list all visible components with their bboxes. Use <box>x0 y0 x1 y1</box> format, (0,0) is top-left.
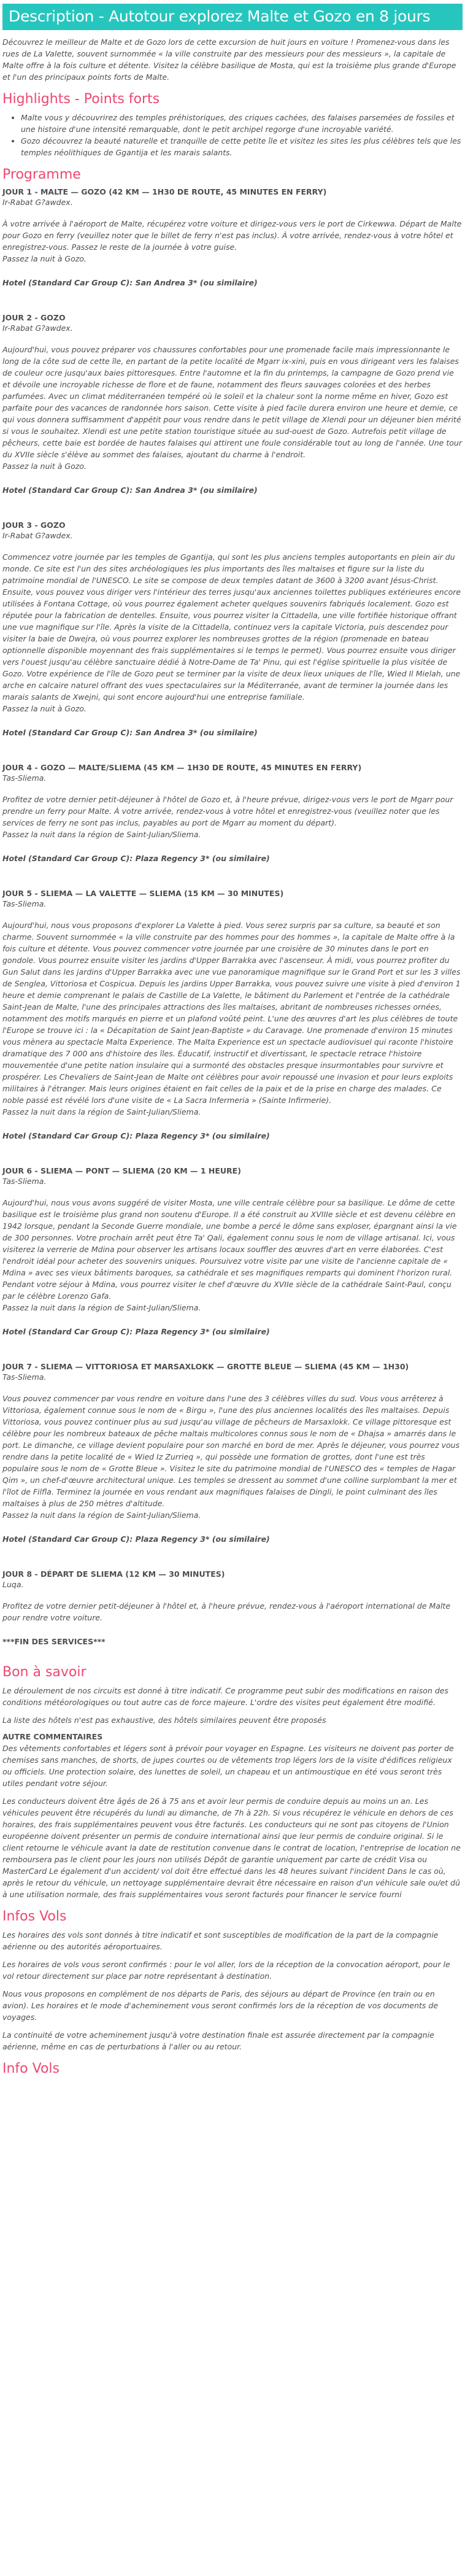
day-hotel: Hotel (Standard Car Group C): Plaza Regency 3* (ou similaire) <box>2 1327 270 1336</box>
programme-days <box>2 187 463 1623</box>
programme-day <box>2 187 463 287</box>
highlights-list <box>2 112 463 158</box>
day-route: Ir-Rabat G?awdex. <box>2 531 73 540</box>
bon-a-savoir-text: La liste des hôtels n'est pas exhaustive, des hôtels similaires peuvent être proposés <box>2 1715 326 1725</box>
autres-commentaires-heading: AUTRE COMMENTAIRES <box>2 1732 103 1741</box>
commentaire-text: Les conducteurs doivent être âgés de 26 à 75 ans et avoir leur permis de conduire depuis au moins un an. Les véhicules peuvent être récupérés du lundi au dimanche, de 7h à 22h. Si vous récupérez le véhicule en dehors de ces horaires, des frais supplémentaires peuvent vous être facturés. Les conducteurs qui ne sont pas citoyens de l'Union européenne doivent présenter un permis de conduire international ainsi que leur permis de conduire original. Si le client retourne le véhicule avant la date de restitution convenue dans le contrat de location, l'entreprise de location ne remboursera pas le client pour les jours non utilisés Dépôt de garantie uniquement par carte de crédit Visa ou MasterCard Le également d'un accident/ vol doit être effectué dans les 48 heures suivant l'incident Dans le cas où, après le retour du véhicule, un nettoyage supplémentaire devrait être nécessaire en raison d'un véhicule sale ou/et dû à une utilisation normale, des frais supplémentaires vous seront facturés pour financer le service fourni <box>2 1797 461 1899</box>
day-description: Aujourd'hui, nous vous avons suggéré de visiter Mosta, une ville centrale célèbre pour sa basilique. Le dôme de cette basilique est le troisième plus grand non soutenu d'Europe. Il a été construit au XVIIIe siècle et est devenu célèbre en 1942 lorsque, pendant la Seconde Guerre mondiale, une bombe a percé le dôme sans exploser, épargnant ainsi la vie de 300 personnes. Votre prochain arrêt peut être Ta' Qali, également connu sous le nom de village artisanal. Ici, vous visiterez la verrerie de Mdina pour observer les artisans locaux souffler des œuvres d'art en verre élaborées. C'est l'endroit idéal pour acheter des souvenirs uniques. Poursuivez votre visite par une visite de l'ancienne capitale de « Mdina » avec ses vieux bâtiments baroques, sa cathédrale et ses magnifiques remparts qui dominent l'horizon rural. Pendant votre séjour à Mdina, vous pourrez visiter le chef d'œuvre du XVIIe siècle de la cathédrale Saint-Paul, conçu par le célèbre Lorenzo Gafa. Passez la nuit dans la région de Saint-Julian/Sliema. <box>2 1198 457 1312</box>
programme-day <box>2 763 463 863</box>
day-route: Tas-Sliema. <box>2 1177 47 1186</box>
day-title: JOUR 5 - SLIEMA — LA VALETTE — SLIEMA (15 KM — 30 MINUTES) <box>2 889 284 898</box>
day-hotel: Hotel (Standard Car Group C): San Andrea 3* (ou similaire) <box>2 728 258 737</box>
programme-day <box>2 889 463 1140</box>
day-description: À votre arrivée à l'aéroport de Malte, récupérez votre voiture et dirigez-vous vers le port de Cirkewwa. Départ de Malte pour Gozo en ferry (veuillez noter que le billet de ferry n'est pas inclus). À votre arrivée, rendez-vous à votre hôtel et enregistrez-vous. Passez le reste de la journée à votre guise. Passez la nuit à Gozo. <box>2 219 462 263</box>
highlight-item: • Gozo découvrez la beauté naturelle et tranquille de cette petite île et visitez les sites les plus célèbres tels que les temples néolithiques de Ggantija et les marais salants. <box>21 135 463 158</box>
info-vols-heading: Info Vols <box>2 2061 60 2076</box>
infos-vols-text: Les horaires de vols vous seront confirmés : pour le vol aller, lors de la réception de la convocation aéroport, pour le vol retour directement sur place par notre représentant à destination. <box>2 1960 450 1981</box>
day-hotel: Hotel (Standard Car Group C): Plaza Regency 3* (ou similaire) <box>2 1534 270 1544</box>
programme-day <box>2 1166 463 1336</box>
day-route: Tas-Sliema. <box>2 899 47 908</box>
day-title: JOUR 2 - GOZO <box>2 313 66 322</box>
bon-a-savoir-text: Le déroulement de nos circuits est donné à titre indicatif. Ce programme peut subir des modifications en raison des conditions météorologiques ou tout autre cas de force majeure. L'ordre des visites peut également être modifié. <box>2 1686 448 1707</box>
programme-day <box>2 313 463 495</box>
day-description: Aujourd'hui, vous pouvez préparer vos chaussures confortables pour une promenade facile mais impressionnante le long de la côte sud de cette île, en partant de la petite localité de Mgarr ix-xini, puis en vous dirigeant vers les falaises de couleur ocre jusqu'aux baies pittoresques. Entre l'automne et la fin du printemps, la campagne de Gozo prend vie et dévoile une incroyable richesse de flore et de faune, notamment des fleurs sauvages colorées et des herbes parfumées. Avec un climat méditerranéen tempéré où le soleil et la chaleur sont la norme même en hiver, Gozo est parfaite pour des vacances de randonnée hors saison. Cette visite à pied facile durera environ une heure et demie, ce qui vous donnera suffisamment d'appétit pour vous rendre dans le petit village de Xlendi pour un déjeuner bien mérité si vous le souhaitez. Xlendi est une petite station touristique située au sud-ouest de Gozo. Autrefois petit village de pêcheurs, cette baie est bordée de hautes falaises qui attirent une foule considérable tout au long de l'année. Une tour du XVIIe siècle s'élève au sommet des falaises, ajoutant du charme à l'endroit. Passez la nuit à Gozo. <box>2 345 462 471</box>
programme-heading: Programme <box>2 167 81 182</box>
day-title: JOUR 7 - SLIEMA — VITTORIOSA ET MARSAXLOKK — GROTTE BLEUE — SLIEMA (45 KM — 1H30) <box>2 1362 409 1371</box>
programme-day <box>2 520 463 737</box>
day-hotel: Hotel (Standard Car Group C): San Andrea 3* (ou similaire) <box>2 485 258 495</box>
highlights-heading: Highlights - Points forts <box>2 91 160 107</box>
page-title-banner: Description - Autotour explorez Malte et Gozo en 8 jours <box>2 4 463 30</box>
intro-text: Découvrez le meilleur de Malte et de Gozo lors de cette excursion de huit jours en voiture ! Promenez-vous dans les rues de La Valette, souvent surnommée « la ville construite par des messieurs pour des messieurs », la capitale de Malte offre à la fois culture et détente. Visitez la célèbre basilique de Mosta, qui est la troisième plus grande d'Europe et l'un des principaux points forts de Malte. <box>2 37 456 82</box>
day-route: Ir-Rabat G?awdex. <box>2 198 73 207</box>
infos-vols-text: La continuité de votre acheminement jusqu'à votre destination finale est assurée directement par la compagnie aérienne, même en cas de perturbations à l'aller ou au retour. <box>2 2030 434 2051</box>
day-title: JOUR 4 - GOZO — MALTE/SLIEMA (45 KM — 1H30 DE ROUTE, 45 MINUTES EN FERRY) <box>2 763 362 772</box>
day-description: Vous pouvez commencer par vous rendre en voiture dans l'une des 3 célèbres villes du sud. Vous vous arrêterez à Vittoriosa, également connue sous le nom de « Birgu », l'une des plus anciennes localités des îles maltaises. Depuis Vittoriosa, vous pouvez continuer plus au sud jusqu'au village de pêcheurs de Marsaxlokk. Ce village pittoresque est célèbre pour les nombreux bateaux de pêche maltais multicolores connus sous le nom de « Dhajsa » amarrés dans le port. Le dimanche, ce village devient populaire pour son marché en bord de mer. Après le déjeuner, vous pourrez vous rendre dans la petite localité de « Wied Iz Zurrieq », qui possède une formation de grottes, dont l'une est très populaire sous le nom de « Grotte Bleue ». Visitez le site du patrimoine mondial de l'UNESCO des « temples de Hagar Qim », un chef-d'œuvre architectural unique. Les temples se dressent au sommet d'une colline surplombant la mer et l'îlot de Filfla. Terminez la journée en vous rendant aux magnifiques falaises de Dingli, le point culminant des îles maltaises à plus de 250 mètres d'altitude. Passez la nuit dans la région de Saint-Julian/Sliema. <box>2 1394 460 1520</box>
highlight-item: • Malte vous y découvrirez des temples préhistoriques, des criques cachées, des falaises parsemées de fossiles et une histoire d'une intensité remarquable, dont le petit archipel regorge d'une incroyable variété. <box>21 112 463 135</box>
end-of-services: ***FIN DES SERVICES*** <box>2 1637 106 1646</box>
day-title: JOUR 6 - SLIEMA — PONT — SLIEMA (20 KM — 1 HEURE) <box>2 1166 241 1175</box>
infos-vols-text: Nous vous proposons en complément de nos départs de Paris, des séjours au départ de Province (en train ou en avion). Les horaires et le mode d'acheminement vous seront confirmés lors de la réception de vos documents de voyages. <box>2 1989 439 2022</box>
page <box>0 4 465 2076</box>
day-route: Luqa. <box>2 1580 24 1589</box>
infos-vols-heading: Infos Vols <box>2 1909 67 1924</box>
day-hotel: Hotel (Standard Car Group C): San Andrea 3* (ou similaire) <box>2 278 258 287</box>
day-hotel: Hotel (Standard Car Group C): Plaza Regency 3* (ou similaire) <box>2 1131 270 1140</box>
commentaire-text: Des vêtements confortables et légers sont à prévoir pour voyager en Espagne. Les visiteurs ne doivent pas porter de chemises sans manches, de shorts, de jupes courtes ou de vêtements trop légers lors de la visite d'édifices religieux ou officiels. Une protection solaire, des lunettes de soleil, un chapeau et un antimoustique en été vous seront très utiles pendant votre séjour. <box>2 1744 454 1788</box>
infos-vols-text: Les horaires des vols sont donnés à titre indicatif et sont susceptibles de modification de la part de la compagnie aérienne ou des autorités aéroportuaires. <box>2 1930 439 1951</box>
day-route: Tas-Sliema. <box>2 773 47 783</box>
day-description: Profitez de votre dernier petit-déjeuner à l'hôtel de Gozo et, à l'heure prévue, dirigez-vous vers le port de Mgarr pour prendre un ferry pour Malte. À votre arrivée, rendez-vous à votre hôtel et enregistrez-vous (veuillez noter que les services de ferry ne sont pas inclus, payables au port de Mgarr au moment du départ). Passez la nuit dans la région de Saint-Julian/Sliema. <box>2 795 453 839</box>
day-title: JOUR 1 - MALTE — GOZO (42 KM — 1H30 DE ROUTE, 45 MINUTES EN FERRY) <box>2 187 327 196</box>
day-description: Commencez votre journée par les temples de Ggantija, qui sont les plus anciens temples autoportants en plein air du monde. Ce site est l'un des sites archéologiques les plus importants des îles maltaises et figure sur la liste du patrimoine mondial de l'UNESCO. Le site se compose de deux temples datant de 3600 à 3200 avant Jésus-Christ. Ensuite, vous pouvez vous diriger vers l'intérieur des terres jusqu'aux anciennes toilettes publiques extérieures encore utilisées à Fontana Cottage, où vous pourrez également acheter quelques souvenirs fabriqués localement. Gozo est réputée pour la fabrication de dentelles. Ensuite, vous pourrez visiter la Cittadella, une ville fortifiée historique offrant une vue magnifique sur l'île. Après la visite de la Cittadella, continuez vers la capitale Victoria, puis descendez pour visiter la baie de Dwejra, où vous pourrez explorer les nombreuses grottes de la région (promenade en bateau optionnelle disponible moyennant des frais supplémentaires si le temps le permet). Vous pourrez ensuite vous diriger vers l'ouest jusqu'au célèbre sanctuaire dédié à Notre-Dame de Ta' Pinu, qui est l'église spirituelle la plus visitée de Gozo. Votre expérience de l'île de Gozo peut se terminer par la visite de deux lieux uniques de l'île, Wied Il Mielah, une arche en calcaire naturel offrant des vues spectaculaires sur la Méditerranée, avant de terminer la journée dans les marais salants de Xwejni, qui sont encore aujourd'hui une entreprise familiale. Passez la nuit à Gozo. <box>2 552 461 713</box>
programme-day <box>2 1569 463 1623</box>
day-description: Aujourd'hui, nous vous proposons d'explorer La Valette à pied. Vous serez surpris par sa culture, sa beauté et son charme. Souvent surnommée « la ville construite par des hommes pour des hommes », la capitale de Malte offre à la fois culture et détente. Vous pouvez commencer votre journée par une croisière de 30 minutes dans le port en gondole. Vous pourrez ensuite visiter les jardins d'Upper Barrakka avec l'ascenseur. À midi, vous pourrez profiter du Gun Salut dans les jardins d'Upper Barrakka avec une vue panoramique magnifique sur le Grand Port et sur les 3 villes de Senglea, Vittoriosa et Cospicua. Depuis les jardins Upper Barrakka, vous pouvez suivre une visite à pied d'environ 1 heure et demie comprenant le palais de Castille de La Valette, le bâtiment du Parlement et l'entrée de la cathédrale Saint-Jean de Malte, l'une des principales attractions des îles maltaises, abritant de nombreuses richesses ornées, notamment des motifs marqués en pierre et un plafond voûté peint. L'une des œuvres d'art les plus célèbres de toute l'Europe se trouve ici : la « Décapitation de Saint Jean-Baptiste » du Caravage. Une promenade d'environ 15 minutes vous mènera au spectacle Malta Experience. The Malta Experience est un spectacle audiovisuel qui raconte l'histoire dramatique des 7 000 ans d'histoire des îles. Éducatif, instructif et divertissant, le spectacle retrace l'histoire mouvementée d'une petite nation insulaire qui a surmonté des obstacles presque insurmontables pour survivre et prospérer. Les Chevaliers de Saint-Jean de Malte ont célèbres pour avoir repoussé une invasion et pour leurs exploits militaires à l'étranger. Mais leurs origines étaient en fait celles de la paix et de la prise en charge des malades. Ce noble passé est révélé lors d'une visite de « La Sacra Infermeria » (Sainte Infirmerie). Passez la nuit dans la région de Saint-Julian/Sliema. <box>2 921 461 1116</box>
programme-day <box>2 1362 463 1544</box>
bon-a-savoir-heading: Bon à savoir <box>2 1665 86 1680</box>
day-description: Profitez de votre dernier petit-déjeuner à l'hôtel et, à l'heure prévue, rendez-vous à l'aéroport international de Malte pour rendre votre voiture. <box>2 1601 451 1622</box>
day-route: Ir-Rabat G?awdex. <box>2 323 73 333</box>
day-title: JOUR 8 - DÉPART DE SLIEMA (12 KM — 30 MINUTES) <box>2 1569 225 1579</box>
day-title: JOUR 3 - GOZO <box>2 520 66 530</box>
day-hotel: Hotel (Standard Car Group C): Plaza Regency 3* (ou similaire) <box>2 854 270 863</box>
day-route: Tas-Sliema. <box>2 1372 47 1382</box>
